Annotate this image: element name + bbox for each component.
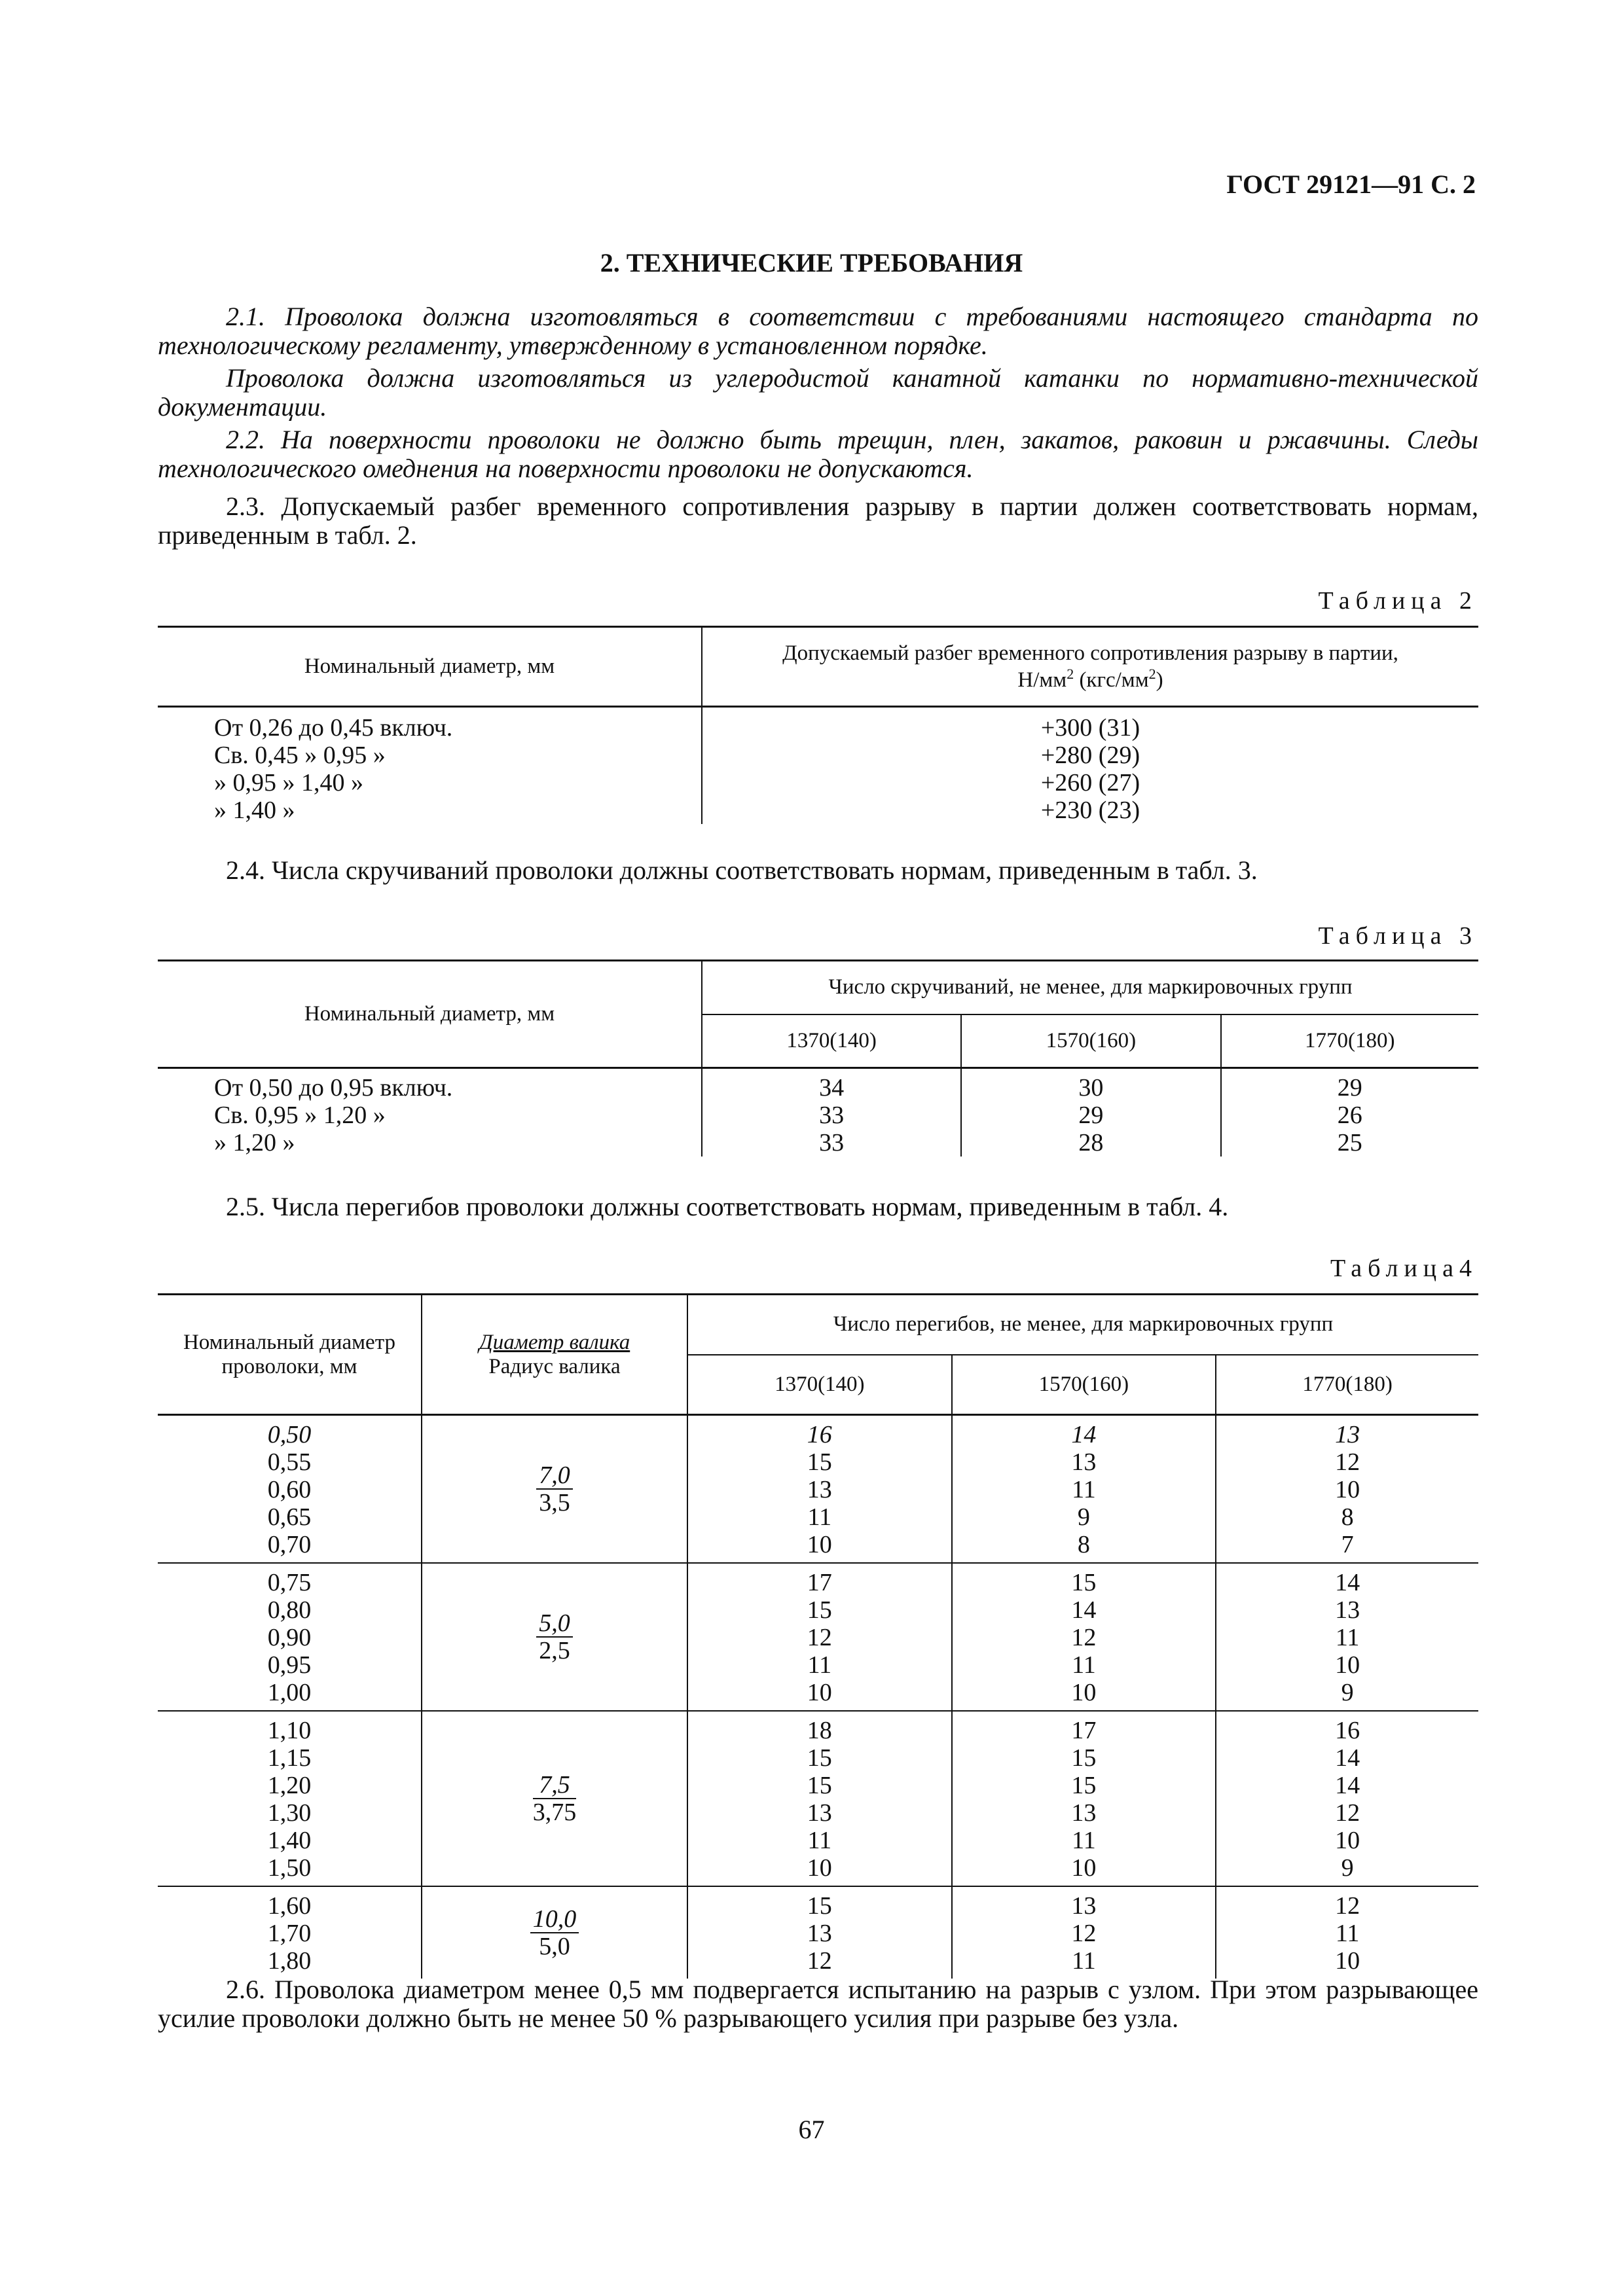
table-4-block-2-diameters: 0,75 0,80 0,90 0,95 1,00 xyxy=(267,1569,312,1706)
table-4-block-4-roller: $\frac{10,0}{5,0}$ xyxy=(422,1886,687,1979)
table-4-block-3-g1: 18 15 15 13 11 10 xyxy=(687,1711,952,1886)
table-3-col-1: 34 33 33 xyxy=(702,1068,961,1157)
table-4-block-2-g1: 17 15 12 11 10 xyxy=(687,1563,952,1711)
table-row: » 1,20 » xyxy=(214,1129,295,1157)
table-4-block-3-g2: 17 15 15 13 11 10 xyxy=(952,1711,1216,1886)
table-4-block-2-roller: $\frac{5,0}{2,5}$ xyxy=(422,1563,687,1711)
table-4-block-1-diameters: 0,50 0,55 0,60 0,65 0,70 xyxy=(267,1421,312,1558)
table-4-header-diameter: Номинальный диаметр проволоки, мм xyxy=(158,1295,422,1415)
table-4-header-roller: Диаметр валика Радиус валика xyxy=(422,1295,687,1415)
paragraph-2-6: 2.6. Проволока диаметром менее 0,5 мм подвергается испытанию на разрыв с узлом. При этом разрывающее усилие проволоки должно быть не менее 50 % разрывающего усилия при разрыве без узла. xyxy=(158,1975,1478,2033)
table-4-block-1-roller: $\frac{7,0}{3,5}$ xyxy=(422,1415,687,1564)
table-3-group-header: Число скручиваний, не менее, для маркировочных групп xyxy=(702,961,1478,1014)
table-4-block-3-roller: $\frac{7,5}{3,75}$ xyxy=(422,1711,687,1886)
table-3-group-2: 1570(160) xyxy=(961,1014,1220,1068)
table-row: » 0,95 » 1,40 » xyxy=(214,769,363,797)
table-4-block-2-g3: 14 13 11 10 9 xyxy=(1216,1563,1478,1711)
table-3-group-1: 1370(140) xyxy=(702,1014,961,1068)
table-4-block-4-diameters: 1,60 1,70 1,80 xyxy=(267,1892,312,1975)
table-3-col-3: 29 26 25 xyxy=(1221,1068,1478,1157)
table-4-group-2: 1570(160) xyxy=(952,1355,1216,1415)
table-3-header-diameter: Номинальный диаметр, мм xyxy=(158,961,702,1068)
table-row: Св. 0,45 » 0,95 » xyxy=(214,742,386,769)
table-4-block-3-diameters: 1,10 1,15 1,20 1,30 1,40 1,50 xyxy=(267,1717,312,1882)
table-row: От 0,50 до 0,95 включ. xyxy=(214,1074,453,1102)
table-row: » 1,40 » xyxy=(214,797,295,824)
table-4-group-3: 1770(180) xyxy=(1216,1355,1478,1415)
table-4-group-header: Число перегибов, не менее, для маркировочных групп xyxy=(687,1295,1478,1355)
table-2 xyxy=(158,626,1478,824)
table-4-block-4-g2: 13 12 11 xyxy=(952,1886,1216,1979)
paragraph-2-1a: 2.1. Проволока должна изготовляться в соответствии с требованиями настоящего стандарта по технологическому регламенту, утвержденному в установленном порядке. xyxy=(158,302,1478,360)
table-row: От 0,26 до 0,45 включ. xyxy=(214,714,453,742)
table-2-caption: Таблица 2 xyxy=(1318,587,1478,615)
table-3-col-2: 30 29 28 xyxy=(961,1068,1220,1157)
table-4-block-2-g2: 15 14 12 11 10 xyxy=(952,1563,1216,1711)
table-2-header-diameter: Номинальный диаметр, мм xyxy=(304,655,555,678)
table-4-block-4-g1: 15 13 12 xyxy=(687,1886,952,1979)
paragraph-2-4: 2.4. Числа скручиваний проволоки должны соответствовать нормам, приведенным в табл. 3. xyxy=(226,855,1258,885)
table-2-header-range: Допускаемый разбег временного сопротивления разрыву в партии, $Н/мм^2$ $(кгс/мм^2)$ xyxy=(702,627,1478,707)
table-3 xyxy=(158,960,1478,1157)
paragraph-2-5: 2.5. Числа перегибов проволоки должны соответствовать нормам, приведенным в табл. 4. xyxy=(226,1192,1229,1221)
paragraph-2-1b: Проволока должна изготовляться из углеродистой канатной катанки по нормативно-технической документации. xyxy=(158,363,1478,422)
table-2-values: +300 (31) +280 (29) +260 (27) +230 (23) xyxy=(702,707,1478,825)
table-4-caption: Таблица4 xyxy=(1330,1255,1478,1282)
table-3-diameters xyxy=(158,1068,702,1157)
table-row: Св. 0,95 » 1,20 » xyxy=(214,1102,386,1129)
section-title: 2. ТЕХНИЧЕСКИЕ ТРЕБОВАНИЯ xyxy=(600,248,1023,278)
paragraph-2-2: 2.2. На поверхности проволоки не должно быть трещин, плен, закатов, раковин и ржавчины. Следы технологического омеднения на поверхности проволоки не допускаются. xyxy=(158,425,1478,483)
table-3-group-3: 1770(180) xyxy=(1221,1014,1478,1068)
document-header: ГОСТ 29121—91 С. 2 xyxy=(1226,170,1476,199)
table-2-diameters xyxy=(158,707,702,825)
page-number: 67 xyxy=(798,2115,825,2144)
paragraph-2-3: 2.3. Допускаемый разбег временного сопротивления разрыву в партии должен соответствовать нормам, приведенным в табл. 2. xyxy=(158,492,1478,550)
table-4-block-1-g1: 16 15 13 11 10 xyxy=(687,1415,952,1564)
table-4-block-1-g3: 13 12 10 8 7 xyxy=(1216,1415,1478,1564)
table-4-group-1: 1370(140) xyxy=(687,1355,952,1415)
table-4 xyxy=(158,1293,1478,1979)
table-4-block-1-g2: 14 13 11 9 8 xyxy=(952,1415,1216,1564)
table-4-block-3-g3: 16 14 14 12 10 9 xyxy=(1216,1711,1478,1886)
table-3-caption: Таблица 3 xyxy=(1318,922,1478,950)
table-4-block-4-g3: 12 11 10 xyxy=(1216,1886,1478,1979)
